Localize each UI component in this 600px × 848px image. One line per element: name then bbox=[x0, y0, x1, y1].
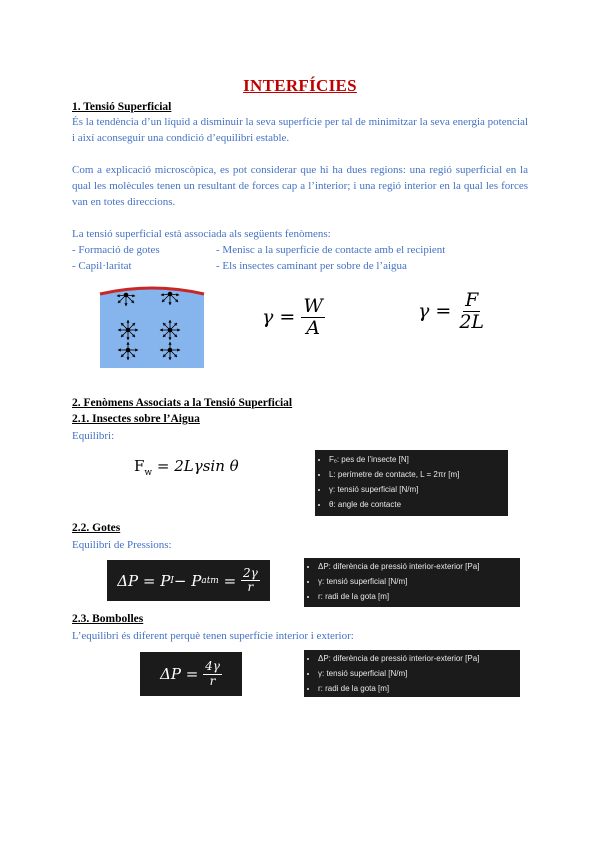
molecular-forces-diagram bbox=[98, 284, 206, 370]
bubbles-label: L’equilibri és diferent perquè tenen superfície interior i exterior: bbox=[72, 630, 354, 642]
drops-label: Equilibri de Pressions: bbox=[72, 539, 172, 551]
section-heading-surface-tension: 1. Tensió Superficial bbox=[72, 101, 172, 113]
phenomenon-insects: - Els insectes caminant per sobre de l’aigua bbox=[216, 260, 407, 272]
equation-bubble-pressure bbox=[140, 652, 242, 696]
legend-item: • ΔP: diferència de pressió interior-exterior [Pa] bbox=[318, 651, 520, 666]
eq-drop-numerator: 2γ bbox=[242, 565, 258, 580]
eq-insect-sub: w bbox=[144, 468, 153, 478]
legend-insects bbox=[315, 450, 508, 516]
eq-drop-sub2: atm bbox=[201, 575, 219, 586]
section-heading-phenomena: 2. Fenòmens Associats a la Tensió Superficial bbox=[72, 397, 293, 409]
eq-drop-sub1: I bbox=[170, 575, 174, 586]
eq-bubble-numerator: 4γ bbox=[205, 659, 220, 674]
eq-drop-eq: = bbox=[218, 571, 241, 590]
eq2-lhs: γ = bbox=[418, 300, 452, 323]
eq-bubble-left: ΔP = bbox=[160, 665, 204, 683]
eq2-numerator: F bbox=[465, 289, 479, 311]
legend-item: • γ: tensió superficial [N/m] bbox=[318, 666, 520, 681]
phenomenon-drops: - Formació de gotes bbox=[72, 244, 160, 256]
subsection-heading-bubbles: 2.3. Bombolles bbox=[72, 613, 144, 625]
legend-item: • γ: tensió superficial [N/m] bbox=[329, 482, 508, 497]
subsection-heading-drops: 2.2. Gotes bbox=[72, 522, 121, 534]
equation-insect-equilibrium bbox=[134, 457, 239, 478]
eq-insect-rest: = 2Lγsin θ bbox=[152, 457, 239, 475]
eq-insect-F: F bbox=[134, 457, 145, 475]
insects-label: Equilibri: bbox=[72, 430, 115, 442]
eq-bubble-denominator: r bbox=[209, 673, 216, 688]
legend-bubbles bbox=[304, 650, 520, 697]
legend-item: • θ: angle de contacte bbox=[329, 497, 508, 512]
eq2-denominator: 2L bbox=[459, 310, 485, 333]
legend-item: • r: radi de la gota [m] bbox=[318, 681, 520, 696]
legend-item: • L: perímetre de contacte, L = 2πr [m] bbox=[329, 467, 508, 482]
legend-item: • Fₑ: pes de l’insecte [N] bbox=[329, 452, 508, 467]
eq1-denominator: A bbox=[306, 316, 320, 339]
equation-gamma-force bbox=[418, 290, 486, 333]
eq-drop-left: ΔP = P bbox=[117, 571, 171, 590]
equation-gamma-work bbox=[262, 296, 325, 339]
phenomenon-capillarity: - Capil·laritat bbox=[72, 260, 132, 272]
legend-item: • r: radi de la gota [m] bbox=[318, 589, 520, 604]
legend-drops bbox=[304, 558, 520, 607]
phenomenon-meniscus: - Menisc a la superfície de contacte amb el recipient bbox=[216, 244, 446, 256]
phenomena-intro: La tensió superficial està associada als següents fenòmens: bbox=[72, 228, 331, 240]
eq1-lhs: γ = bbox=[262, 306, 296, 329]
paragraph-definition: És la tendència d’un líquid a disminuir la seva superfície per tal de minimitzar la seva energia potencial i així aconseguir una condició d’equilibri estable. bbox=[72, 116, 528, 144]
paragraph-microscopic: Com a explicació microscòpica, es pot considerar que hi ha dues regions: una regió superficial en la qual les molècules tenen un resultant de forces cap a l’interior; i una regió interior en la qual les forces van en totes direccions. bbox=[72, 164, 528, 208]
eq1-numerator: W bbox=[303, 295, 323, 317]
eq-drop-denominator: r bbox=[247, 580, 254, 594]
page-title: INTERFÍCIES bbox=[243, 76, 357, 95]
equation-drop-pressure bbox=[107, 560, 270, 601]
legend-item: • ΔP: diferència de pressió interior-exterior [Pa] bbox=[318, 559, 520, 574]
subsection-heading-insects: 2.1. Insectes sobre l’Aigua bbox=[72, 413, 200, 425]
legend-item: • γ: tensió superficial [N/m] bbox=[318, 574, 520, 589]
eq-drop-mid: − P bbox=[173, 571, 202, 590]
